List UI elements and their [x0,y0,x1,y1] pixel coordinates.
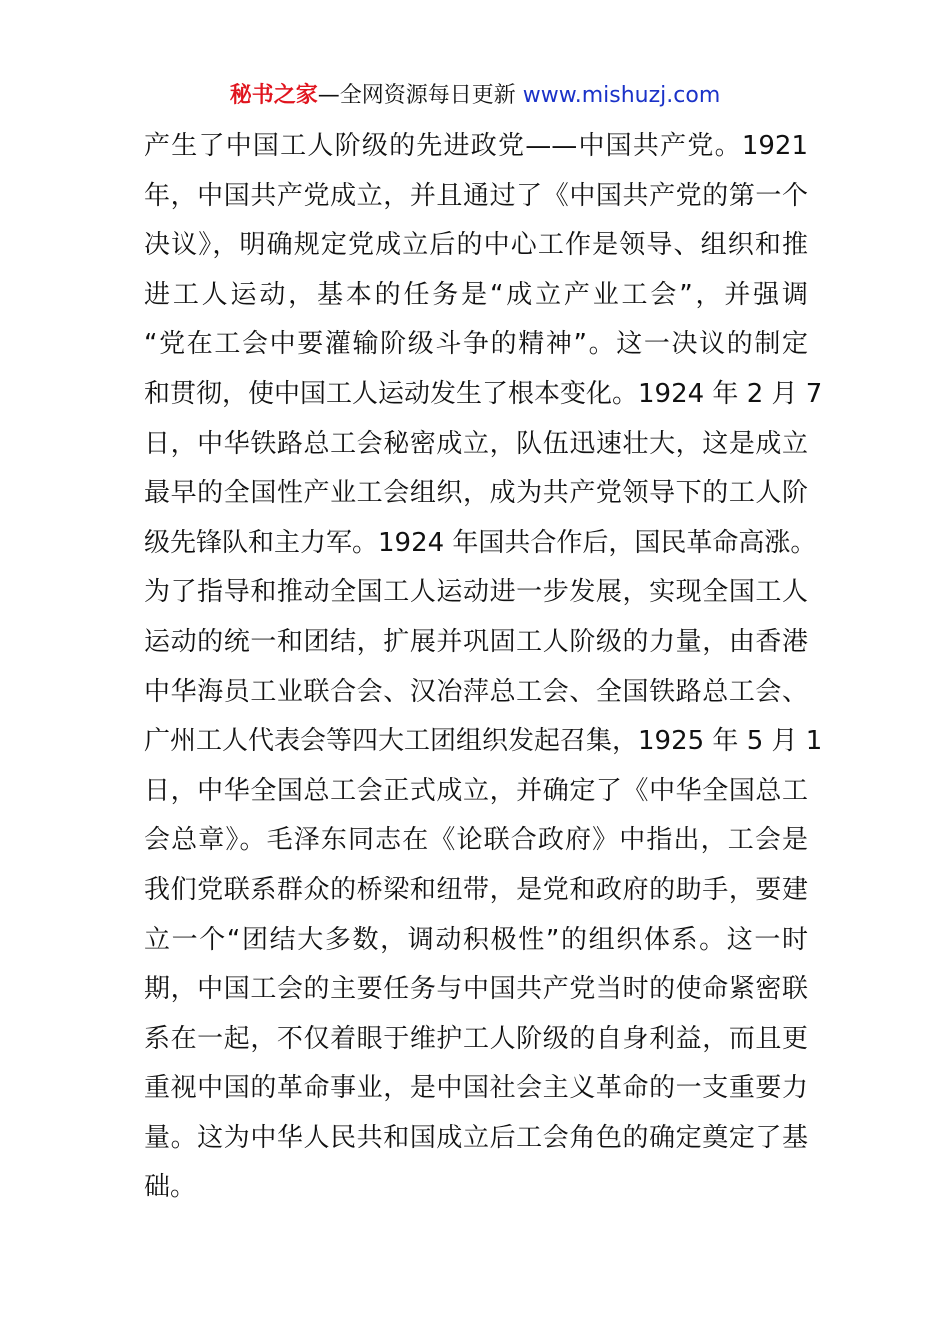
text-line: 运动的统一和团结，扩展并巩固工人阶级的力量，由香港 [144,626,808,657]
site-brand: 秘书之家 [229,83,318,108]
site-header [0,80,950,112]
text-line: 产生了中国工人阶级的先进政党——中国共产党。1921 [144,131,808,161]
text-line: 广州工人代表会等四大工团组织发起召集，1925 年 5 月 1 [144,726,823,757]
text-line: 会总章》。毛泽东同志在《论联合政府》中指出，工会是 [144,825,808,856]
text-line: 中华海员工业联合会、汉冶萍总工会、全国铁路总工会、 [144,676,808,707]
text-line: 量。这为中华人民共和国成立后工会角色的确定奠定了基 [144,1122,808,1153]
text-line: “党在工会中要灌输阶级斗争的精神”。这一决议的制定 [144,329,808,360]
site-tagline: —全网资源每日更新 [317,83,516,108]
text-line: 为了指导和推动全国工人运动进一步发展，实现全国工人 [144,577,808,608]
text-line: 系在一起，不仅着眼于维护工人阶级的自身利益，而且更 [144,1023,808,1054]
document-body [144,122,823,1213]
site-url-link[interactable]: www.mishuzj.com [522,83,721,108]
text-line: 日，中华全国总工会正式成立，并确定了《中华全国总工 [144,775,808,806]
text-line: 级先锋队和主力军。1924 年国共合作后，国民革命高涨。 [144,527,817,558]
text-line: 进工人运动，基本的任务是“成立产业工会”，并强调 [144,279,808,310]
text-line: 和贯彻，使中国工人运动发生了根本变化。1924 年 2 月 7 [144,378,823,409]
text-line: 我们党联系群众的桥梁和纽带，是党和政府的助手，要建 [144,874,808,905]
text-line: 年，中国共产党成立，并且通过了《中国共产党的第一个 [144,180,808,211]
text-line: 立一个“团结大多数，调动积极性”的组织体系。这一时 [144,924,808,955]
text-line: 决议》，明确规定党成立后的中心工作是领导、组织和推 [144,230,808,261]
text-line: 最早的全国性产业工会组织，成为共产党领导下的工人阶 [144,478,808,509]
text-line: 期，中国工会的主要任务与中国共产党当时的使命紧密联 [144,974,808,1005]
text-line: 重视中国的革命事业，是中国社会主义革命的一支重要力 [144,1073,808,1104]
text-line: 础。 [144,1172,197,1203]
text-line: 日，中华铁路总工会秘密成立，队伍迅速壮大，这是成立 [144,428,808,459]
